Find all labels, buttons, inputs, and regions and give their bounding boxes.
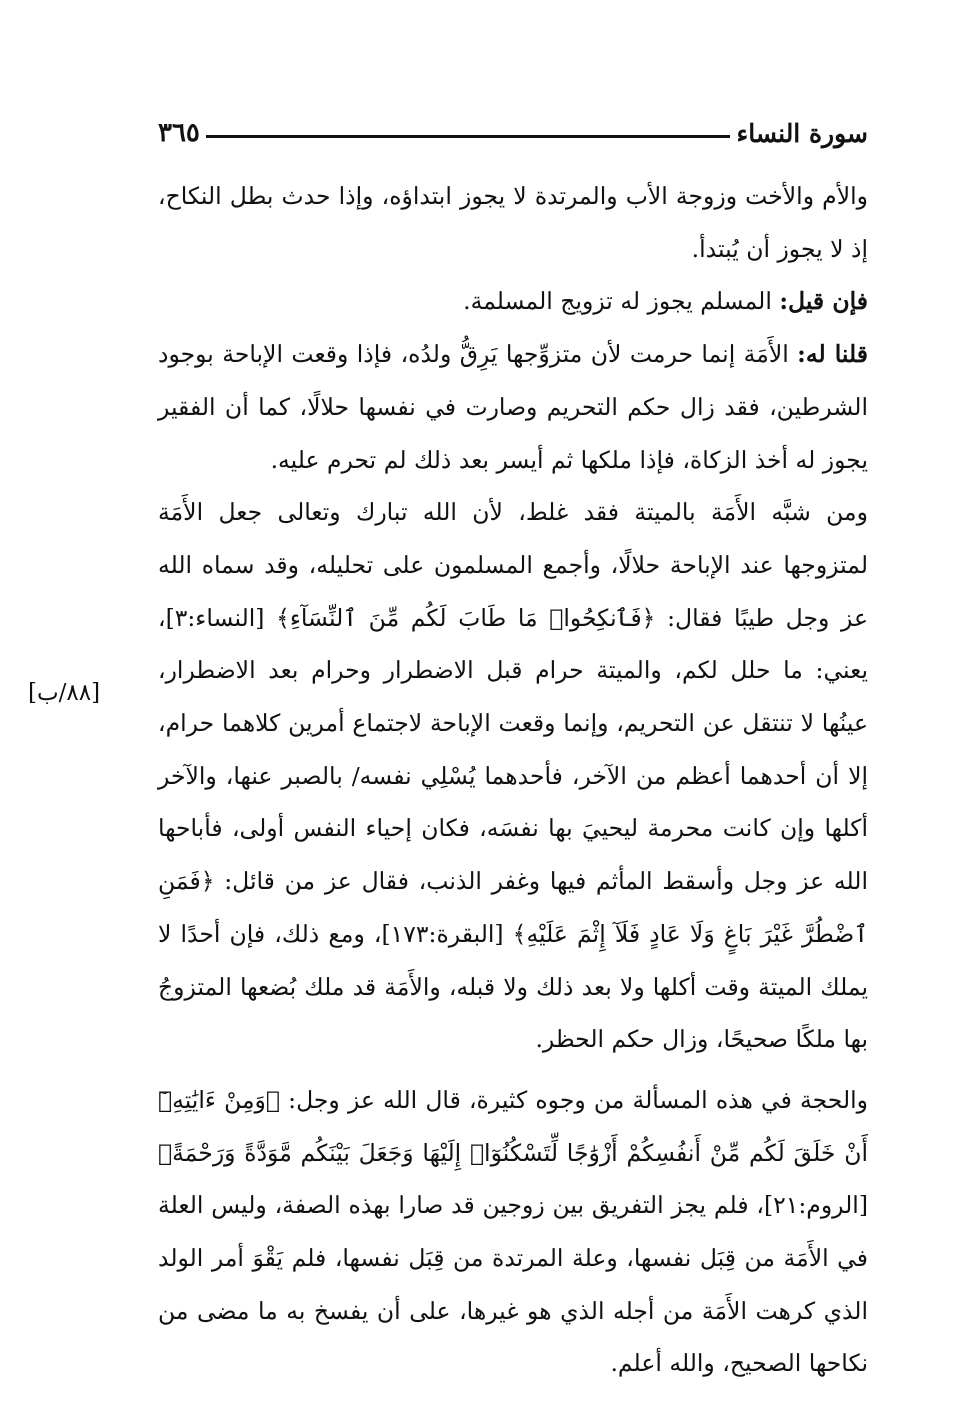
quran-verse: ﴿فَمَنِ ٱضْطُرَّ غَيْرَ بَاغٍ وَلَا عَادٍ فَلَآ إِثْمَ عَلَيْهِ﴾ [158, 867, 868, 948]
header-rule [206, 135, 731, 138]
paragraph-text: المسلم يجوز له تزويج المسلمة. [463, 287, 780, 316]
quran-verse: ﴿فَٱنكِحُوا۟ مَا طَابَ لَكُم مِّنَ ٱلنِّسَآءِ﴾ [276, 603, 656, 632]
paragraph-2 [158, 275, 868, 328]
paragraph-text: والأم والأخت وزوجة الأب والمرتدة لا يجوز ابتداؤه، وإذا حدث بطل النكاح، إذ لا يجوز أن يُبتدأ. [158, 182, 868, 263]
paragraph-3 [158, 328, 868, 486]
paragraph-4 [158, 486, 868, 1066]
page-body [158, 170, 868, 1390]
paragraph-text: ومن شبَّه الأَمَة بالميتة فقد غلط، لأن الله تبارك وتعالى جعل الأَمَة لمتزوجها عند الإباحة حلالًا، وأجمع المسلمون على تحليله، وقد سماه الله عز وجل طيبًا فقال: [158, 498, 868, 632]
paragraph-text: [الروم:٢١]، فلم يجز التفريق بين زوجين قد صارا بهذه الصفة، وليس العلة في الأَمَة من قِبَل نفسها، وعلة المرتدة من قِبَل نفسها، فلم يَقْوَ أمر الولد الذي كرهت الأَمَة من أجله الذي هو غيرها، على أن يفسخ به ما مضى من نكاحها الصحيح، والله أعلم. [158, 1191, 868, 1378]
page-number: ٣٦٥ [158, 118, 200, 148]
paragraph-1 [158, 170, 868, 275]
page-header [158, 112, 868, 152]
quran-verse: ﴿وَمِنْ ءَايَٰتِهِۦٓ أَنْ خَلَقَ لَكُم مِّنْ أَنفُسِكُمْ أَزْوَٰجًا لِّتَسْكُنُوٓا۟ إِلَيْهَا وَجَعَلَ بَيْنَكُم مَّوَدَّةً وَرَحْمَةً﴾ [158, 1085, 868, 1167]
surah-title: سورة النساء [736, 119, 868, 148]
paragraph-lead: قلنا له: [797, 340, 868, 369]
paragraph-text: [النساء:٣]، يعني: ما حلل لكم، والميتة حرام قبل الاضطرار وحرام بعد الاضطرار، عينُها لا تنتقل عن التحريم، وإنما وقعت الإباحة لاجتماع أمرين كلاهما حرام، إلا أن أحدهما أعظم من الآخر، فأحدهما يُسْلِي نفسه/ بالصبر عنها، والآخر أكلها وإن كانت محرمة ليحييَ بها نفسَه، فكان إحياء النفس أولى، فأباحها الله عز وجل وأسقط المأثم فيها وغفر الذنب، فقال عز من قائل: [158, 603, 868, 896]
manuscript-folio-marker: [٨٨/ب] [28, 680, 101, 706]
paragraph-5 [158, 1074, 868, 1390]
paragraph-text: [البقرة:١٧٣]، ومع ذلك، فإن أحدًا لا يملك الميتة وقت أكلها ولا بعد ذلك ولا قبله، والأَمَة قد ملك بُضعها المتزوجُ بها ملكًا صحيحًا، وزال حكم الحظر. [158, 919, 868, 1054]
paragraph-text: الأَمَة إنما حرمت لأن متزوِّجها يَرِقُّ ولدُه، فإذا وقعت الإباحة بوجود الشرطين، فقد زال حكم التحريم وصارت في نفسها حلالًا، كما أن الفقير يجوز له أخذ الزكاة، فإذا ملكها ثم أيسر بعد ذلك لم تحرم عليه. [158, 340, 868, 474]
paragraph-text: والحجة في هذه المسألة من وجوه كثيرة، قال الله عز وجل: [280, 1085, 868, 1114]
paragraph-lead: فإن قيل: [779, 287, 868, 316]
